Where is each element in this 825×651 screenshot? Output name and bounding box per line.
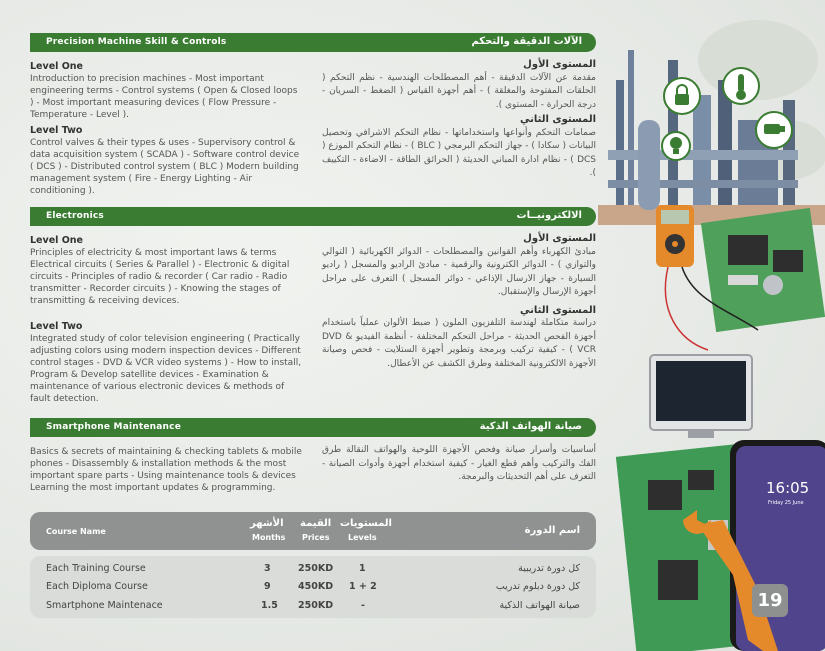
row-months: 9	[264, 581, 271, 592]
electronics-english-column	[30, 235, 302, 405]
row-price: 250KD	[298, 563, 334, 574]
level-description: دراسة متكاملة لهندسة التلفزيون الملون ( ضبط الألوان عملياً باستخدام أجهزة الفحص الحديثة - مراحل التحكم المختلفة - أنظمة الفيديو DVD & VCR ) - كيفية تركيب وبرمجة وتطوير أجهزة الستلايت - فحص وصيانة الأجهزة الالكترونية المختلفة وطرق الكشف عن الأعطال.	[322, 318, 596, 369]
page-number: 19	[752, 584, 788, 617]
row-name-en: Each Training Course	[46, 563, 146, 574]
header-course-name-en: Course Name	[46, 527, 106, 536]
row-name-en: Smartphone Maintenace	[46, 600, 163, 611]
row-levels: 1 + 2	[349, 581, 377, 592]
level-description: مقدمة عن الآلات الدقيقة - أهم المصطلحات الهندسية - نظم التحكم ( الحلقات المفتوحة والمغلقة ) - أهم أجهزة القياس ( الضغط - السريان - درجة الحرارة - المستوى ).	[322, 72, 596, 110]
level-heading: Level One	[30, 235, 83, 246]
header-months-en: Months	[252, 533, 286, 542]
level-description: Integrated study of color television engineering ( Practically adjusting colors using modern inspection devices - Different control stages - DVD & VCR video systems ) - How to install, Program & Develop satellite devices - Examination & maintenance of various electronic devices & methods of fault detection.	[30, 334, 302, 404]
section-header-electronics	[30, 207, 596, 226]
table-body	[30, 556, 596, 618]
section-header-smartphone	[30, 418, 596, 437]
level-heading: Level Two	[30, 125, 83, 136]
technology-illustration	[598, 0, 825, 651]
level-heading: المستوى الثاني	[520, 304, 596, 316]
row-months: 1.5	[261, 600, 278, 611]
level-heading: Level One	[30, 61, 83, 72]
section-title-ar: الالكترونيــات	[516, 210, 582, 221]
lightbulb-icon	[662, 132, 690, 160]
section-title-ar: الآلات الدقيقة والتحكم	[471, 36, 582, 47]
header-levels-ar: المستويات	[340, 518, 392, 529]
level-description: Control valves & their types & uses - Supervisory control & data acquisition system ( SCADA ) - Software control device ( DCS ) - Distributed control system ( BLC ) Modern building management system ( Fire - Energy Lighting - Air conditioning ).	[30, 138, 300, 196]
phone-clock: 16:05	[766, 479, 810, 497]
row-name-ar: كل دورة تدريبية	[518, 563, 580, 574]
electronics-arabic-column	[322, 232, 596, 371]
section-description: أساسيات وأسرار صيانة وفحص الأجهزة اللوحية والهواتف النقالة طرق الفك والتركيب وأهم قطع الغيار - كيفية استخدام أجهزة وأدوات الصيانة - التعرف على أهم التحديثات والبرمجة.	[322, 445, 596, 482]
level-description: Principles of electricity & most important laws & terms Electrical circuits ( Series & Parallel ) - Electronic & digital circuits - Principles of radio & recorder ( Car radio - Radio transmitter - Recorder circuits ) - Knowing the stages of transmitting & receiving devices.	[30, 248, 290, 306]
header-prices-ar: القيمة	[300, 518, 332, 529]
lock-icon	[664, 78, 700, 114]
phone-date: Friday 25 June	[768, 500, 804, 506]
section-title-en: Electronics	[46, 211, 104, 221]
header-levels-en: Levels	[348, 533, 377, 542]
level-heading: Level Two	[30, 321, 83, 332]
row-price: 450KD	[298, 581, 334, 592]
row-levels: -	[361, 600, 365, 611]
circuit-board-illustration	[701, 208, 825, 332]
smartphone-arabic-column	[322, 444, 596, 485]
row-price: 250KD	[298, 600, 334, 611]
camera-icon	[756, 112, 792, 148]
section-description: Basics & secrets of maintaining & checking tablets & mobile phones - Disassembly & installation methods & the most important spare parts - Using maintenance tools & devices Learning the most important updates & programming.	[30, 447, 302, 493]
section-title-en: Precision Machine Skill & Controls	[46, 37, 227, 47]
header-months-ar: الأشهر	[250, 518, 284, 529]
header-course-name-ar: اسم الدورة	[524, 525, 580, 536]
row-name-ar: كل دورة دبلوم تدريب	[495, 581, 580, 592]
header-prices-en: Prices	[302, 533, 330, 542]
thermometer-icon	[723, 68, 759, 104]
precision-arabic-column	[322, 58, 596, 181]
level-heading: المستوى الثاني	[520, 114, 596, 125]
level-description: Introduction to precision machines - Most important engineering terms - Control systems ( Open & Closed loops ) - Most important measuring devices ( Flow Pressure - Temperature - Level ).	[30, 74, 298, 120]
level-heading: المستوى الأول	[523, 59, 596, 70]
row-levels: 1	[359, 563, 366, 574]
level-description: مبادئ الكهرباء وأهم القوانين والمصطلحات - الدوائر الكهربائية ( التوالي والتوازي ) - الدوائر الكترونية والرقمية - مبادئ الراديو والمسجل ( راديو السيارة - جهاز الارسال الإذاعي - دوائر المسجل ) التعرف على مراحل أجهزة الإرسال والإستقبال.	[322, 246, 596, 297]
row-name-ar: صيانة الهواتف الذكية	[499, 600, 580, 611]
table-header	[30, 512, 596, 550]
monitor-illustration	[650, 355, 752, 438]
row-name-en: Each Diploma Course	[46, 581, 148, 592]
course-price-table	[30, 512, 596, 618]
level-heading: المستوى الأول	[523, 233, 596, 244]
section-header-precision	[30, 33, 596, 52]
precision-english-column	[30, 61, 302, 197]
section-title-en: Smartphone Maintenance	[46, 422, 182, 432]
level-description: صمامات التحكم وأنواعها واستخداماتها - نظام التحكم الاشرافي وتحصيل البيانات ( سكادا ) - جهاز التحكم البرمجي ( BLC ) - نظام التحكم الموزع ( DCS ) - نظام ادارة المباني الحديثة ( الحرائق الطاقة - الاضاءة - التكييف ).	[322, 127, 596, 178]
section-title-ar: صيانة الهواتف الذكية	[479, 421, 582, 432]
row-months: 3	[264, 563, 271, 574]
smartphone-english-column	[30, 446, 302, 494]
